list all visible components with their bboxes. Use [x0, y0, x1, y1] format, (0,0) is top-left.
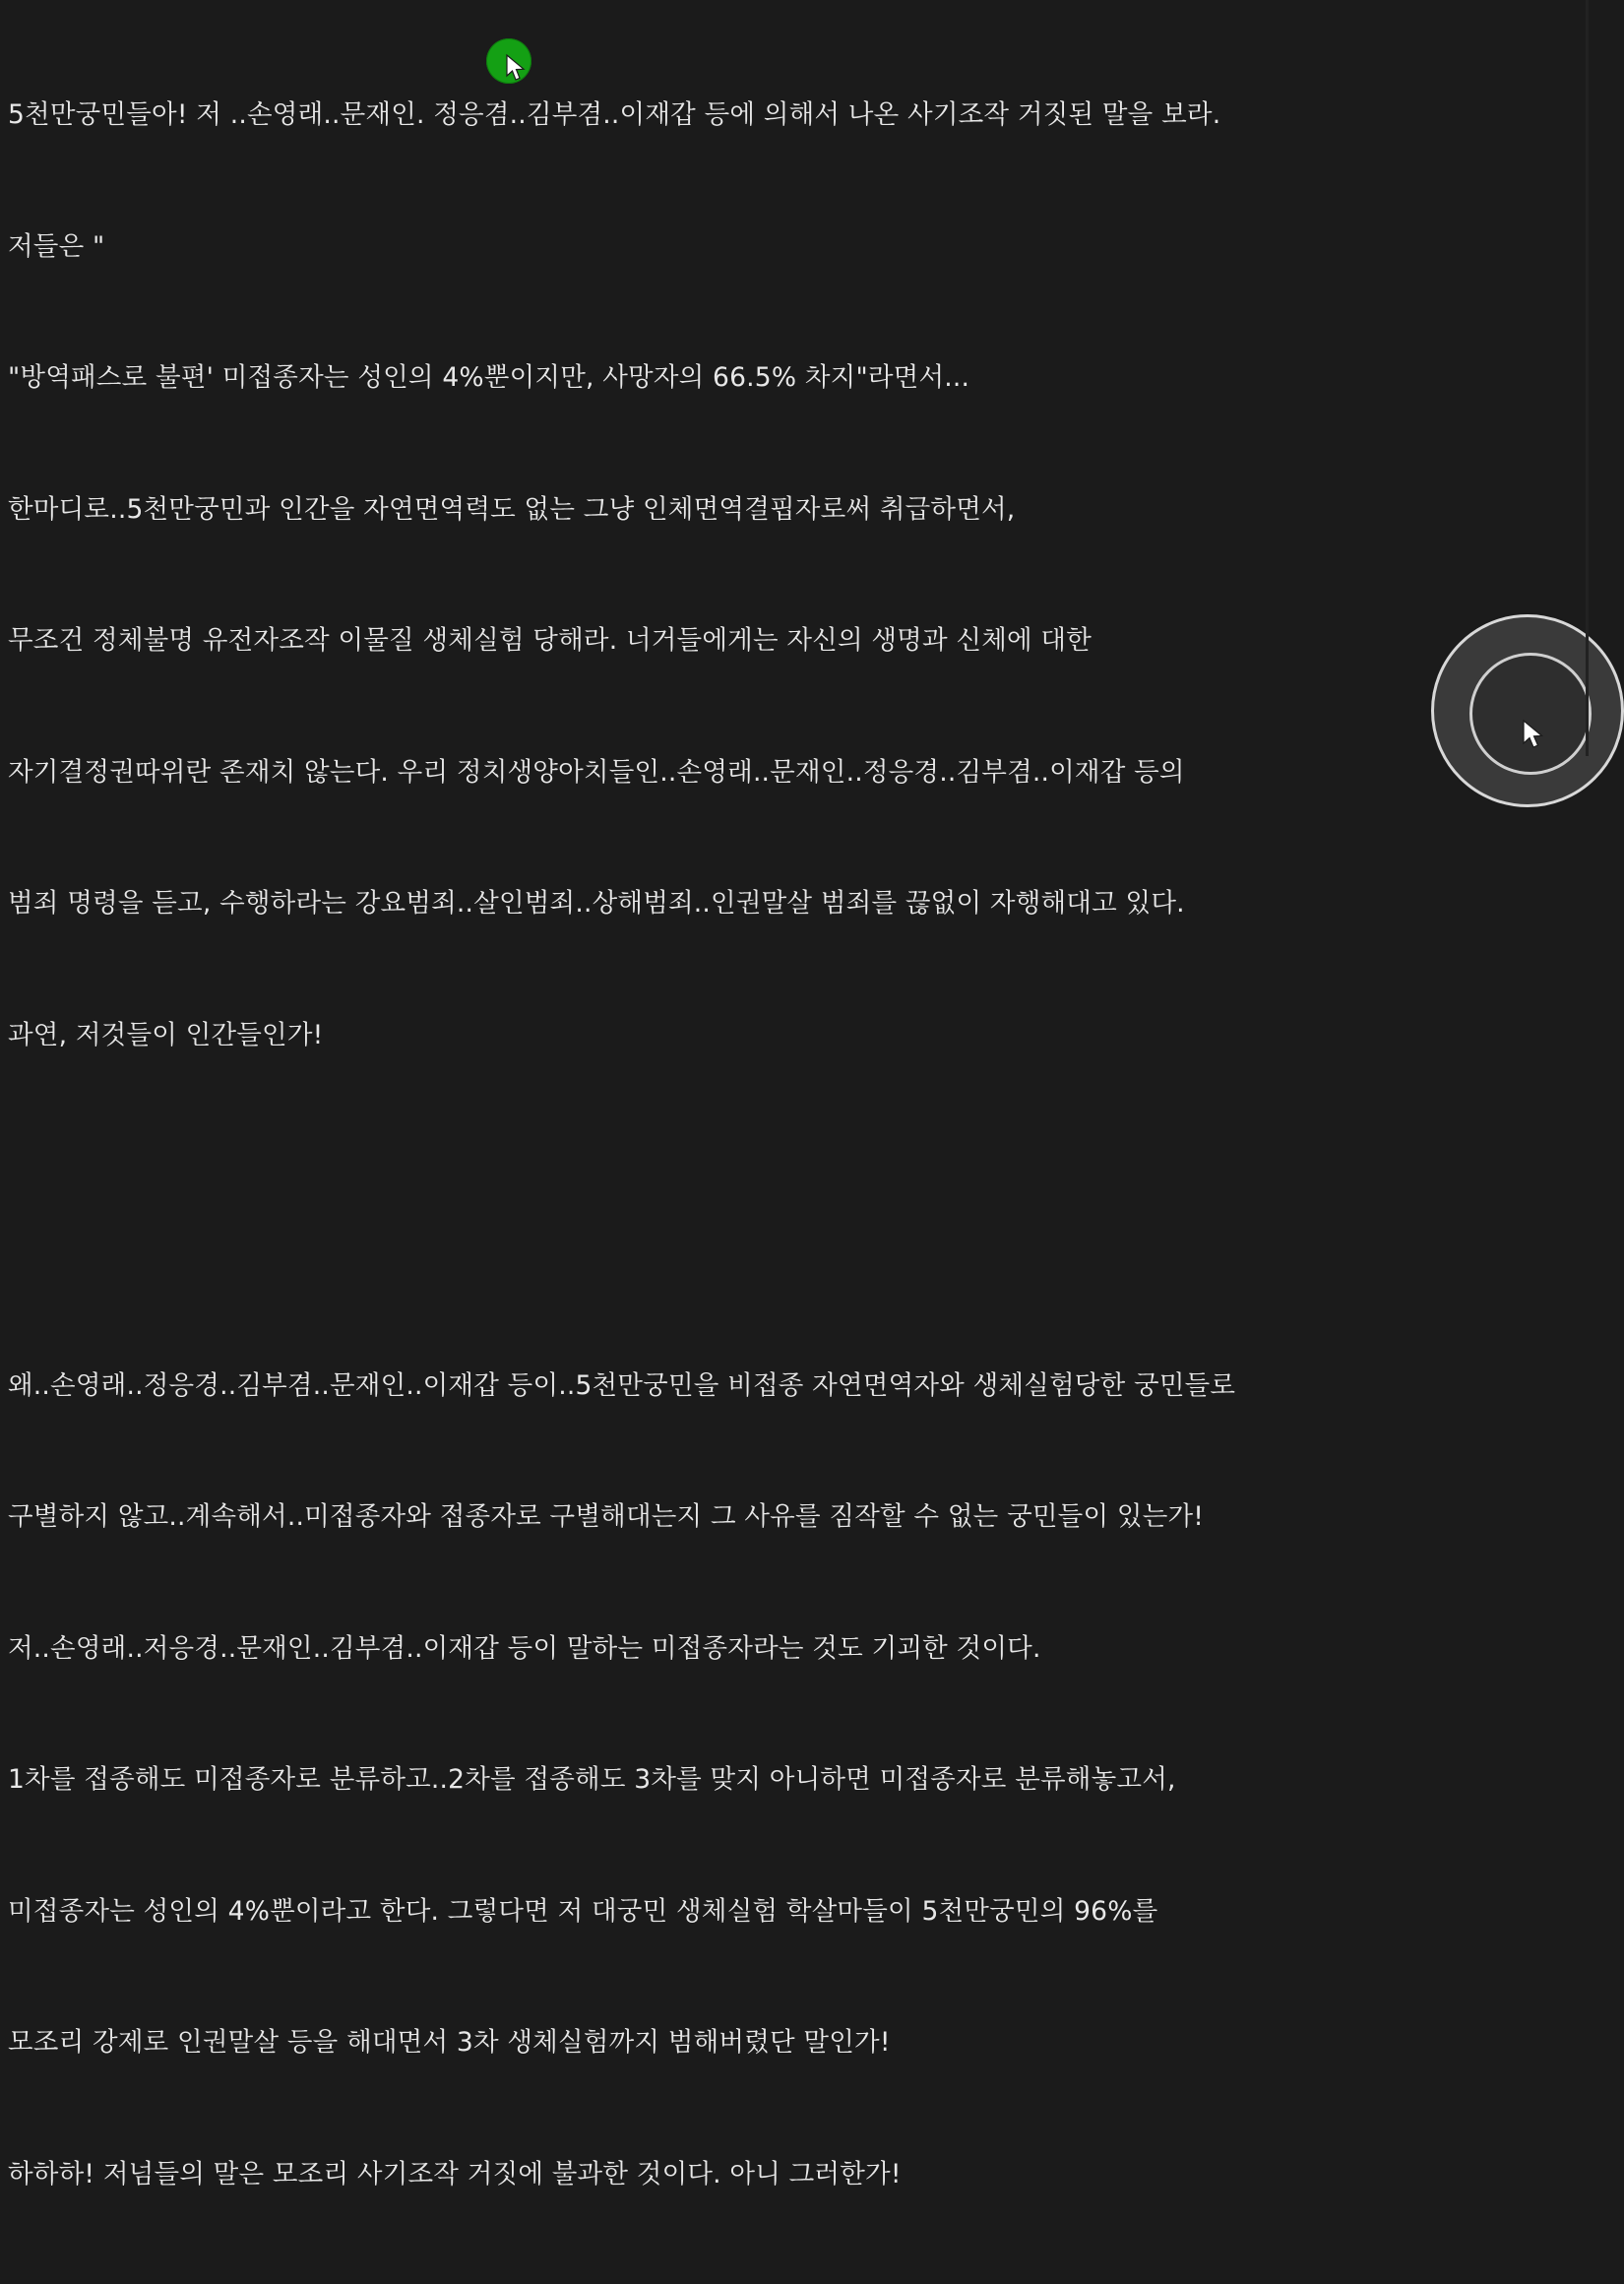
paragraph-spacer	[8, 1189, 1581, 1234]
paragraph-line: 무조건 정체불명 유전자조작 이물질 생체실험 당해라. 너거들에게는 자신의 생명과 신체에 대한	[8, 625, 1093, 656]
secondary-mouse-cursor-icon	[1524, 721, 1547, 752]
document-text	[8, 6, 1581, 2284]
paragraph-line: 1차를 접종해도 미접종자로 분류하고..2차를 접종해도 3차를 맞지 아니하면 미접종자로 분류해놓고서,	[8, 1764, 1176, 1795]
paragraph-line: 미접종자는 성인의 4%뿐이라고 한다. 그렇다면 저 대궁민 생체실험 학살마들이 5천만궁민의 96%를	[8, 1895, 1158, 1927]
paragraph-line: 과연, 저것들이 인간들인가!	[8, 1019, 324, 1050]
paragraph-line: 저..손영래..저응경..문재인..김부겸..이재갑 등이 말하는 미접종자라는 것도 기괴한 것이다.	[8, 1632, 1041, 1664]
paragraph-line: 구별하지 않고..계속해서..미접종자와 접종자로 구별해대는지 그 사유를 짐작할 수 없는 궁민들이 있는가!	[8, 1501, 1205, 1532]
paragraph-line: 저들은 "	[8, 230, 105, 262]
paragraph-line: "방역패스로 불편' 미접종자는 성인의 4%뿐이지만, 사망자의 66.5% 차지"라면서...	[8, 362, 970, 393]
paragraph-line: 모조리 강제로 인권말살 등을 해대면서 3차 생체실험까지 범해버렸단 말인가!	[8, 2027, 891, 2058]
paragraph-line: 범죄 명령을 듣고, 수행하라는 강요범죄..살인범죄..상해범죄..인권말살 범죄를 끊없이 자행해대고 있다.	[8, 888, 1185, 919]
paragraph-line: 하하하! 저넘들의 말은 모조리 사기조작 거짓에 불과한 것이다. 아니 그러한가!	[8, 2158, 902, 2189]
window-right-edge	[1586, 0, 1589, 756]
paragraph-line: 왜..손영래..정응경..김부겸..문재인..이재갑 등이..5천만궁민을 비접종 자연면역자와 생체실험당한 궁민들로	[8, 1369, 1236, 1401]
paragraph-line: 자기결정권따위란 존재치 않는다. 우리 정치생양아치들인..손영래..문재인..정응경..김부겸..이재갑 등의	[8, 756, 1185, 788]
paragraph-line: 5천만궁민들아! 저 ..손영래..문재인. 정응겸..김부겸..이재갑 등에 의해서 나온 사기조작 거짓된 말을 보라.	[8, 99, 1221, 130]
click-highlight	[486, 38, 531, 84]
paragraph-line: 한마디로..5천만궁민과 인간을 자연면역력도 없는 그냥 인체면역결핍자로써 취급하면서,	[8, 493, 1016, 525]
corner-dial-widget[interactable]	[1431, 614, 1624, 807]
